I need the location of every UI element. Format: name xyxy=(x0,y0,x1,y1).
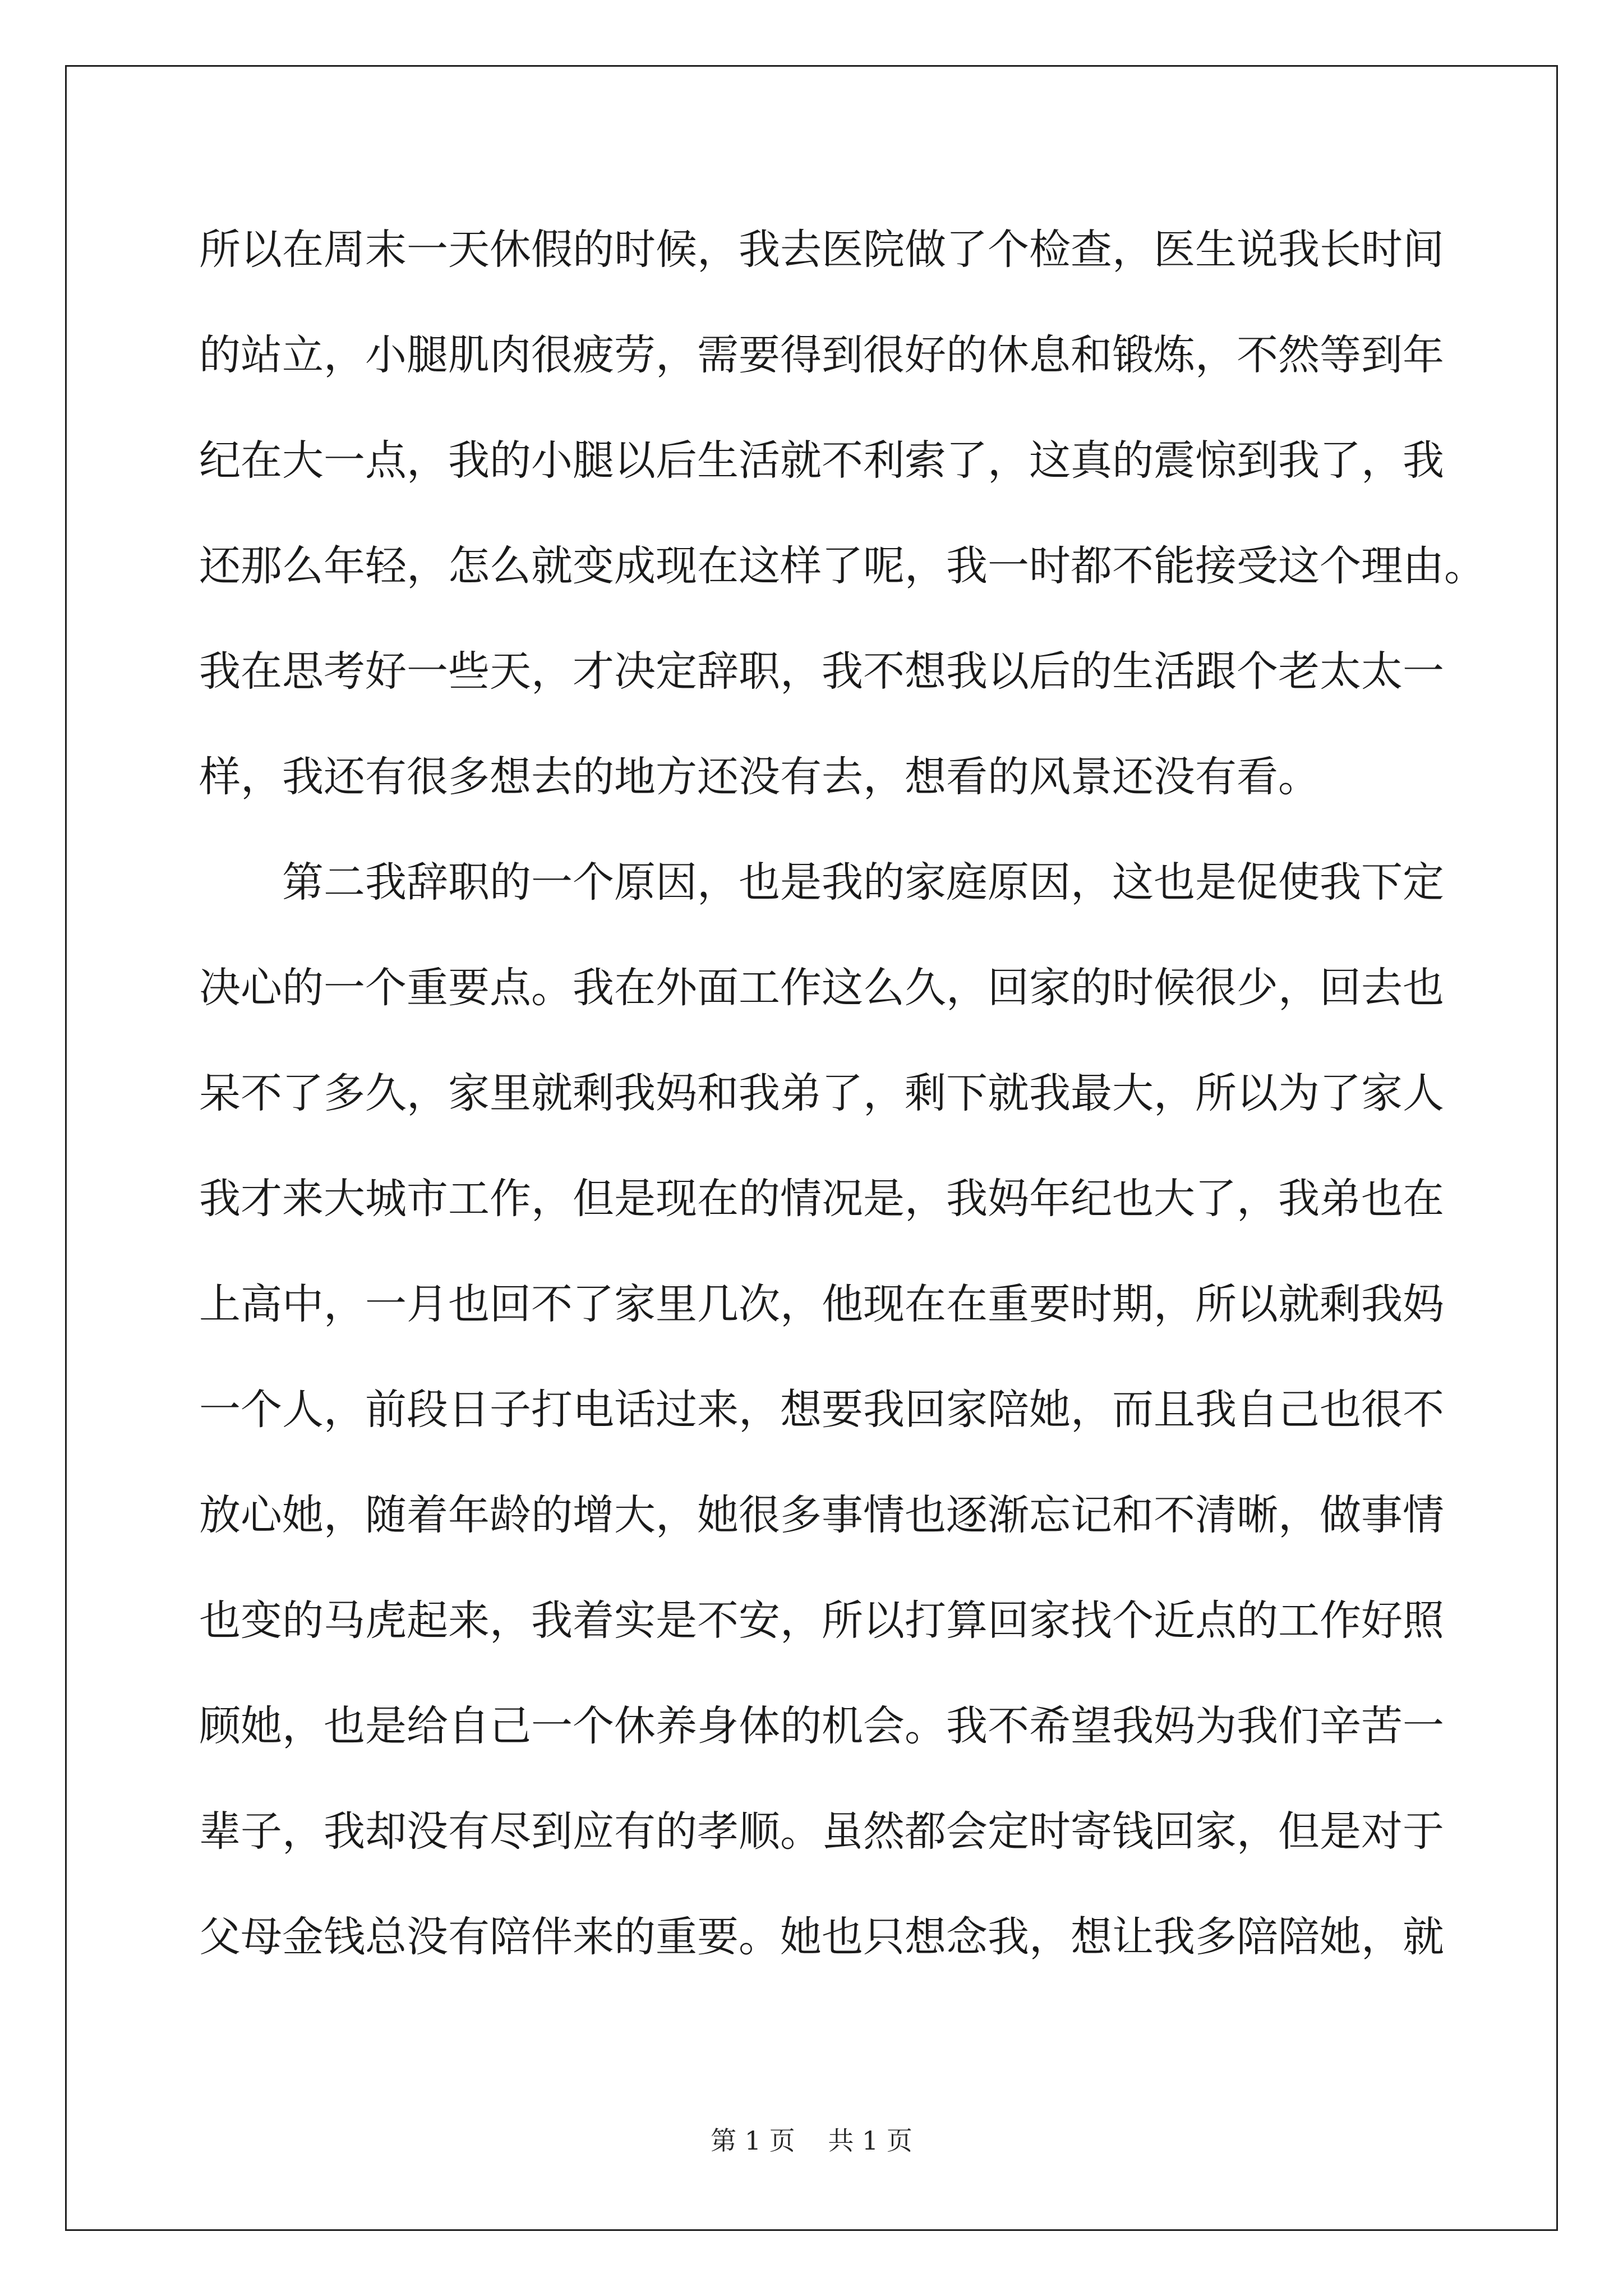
text-line: 的站立，小腿肌肉很疲劳，需要得到很好的休息和锻炼，不然等到年 xyxy=(199,331,1444,379)
text-line: 辈子，我却没有尽到应有的孝顺。虽然都会定时寄钱回家，但是对于 xyxy=(199,1807,1444,1856)
text-line: 放心她，随着年龄的增大，她很多事情也逐渐忘记和不清晰，做事情 xyxy=(199,1491,1444,1539)
text-line: 所以在周末一天休假的时候，我去医院做了个检查，医生说我长时间 xyxy=(199,226,1444,274)
text-line: 上高中，一月也回不了家里几次，他现在在重要时期，所以就剩我妈 xyxy=(199,1280,1444,1328)
document-body xyxy=(199,222,1486,2014)
text-line: 顾她，也是给自己一个休养身体的机会。我不希望我妈为我们辛苦一 xyxy=(199,1702,1444,1750)
text-line: 呆不了多久，家里就剩我妈和我弟了，剩下就我最大，所以为了家人 xyxy=(199,1069,1444,1117)
page-total: 共 1 页 xyxy=(828,2125,912,2156)
text-line: 一个人，前段日子打电话过来，想要我回家陪她，而且我自己也很不 xyxy=(199,1386,1444,1434)
text-line: 我在思考好一些天，才决定辞职，我不想我以后的生活跟个老太太一 xyxy=(199,647,1444,696)
text-line: 还那么年轻，怎么就变成现在这样了呢，我一时都不能接受这个理由。 xyxy=(199,542,1486,590)
text-line: 父母金钱总没有陪伴来的重要。她也只想念我，想让我多陪陪她，就 xyxy=(199,1913,1444,1961)
text-line: 决心的一个重要点。我在外面工作这么久，回家的时候很少，回去也 xyxy=(199,964,1444,1012)
text-line: 样，我还有很多想去的地方还没有去，想看的风景还没有看。 xyxy=(199,753,1320,801)
text-line: 也变的马虎起来，我着实是不安，所以打算回家找个近点的工作好照 xyxy=(199,1596,1444,1645)
text-line: 我才来大城市工作，但是现在的情况是，我妈年纪也大了，我弟也在 xyxy=(199,1175,1444,1223)
text-line: 第二我辞职的一个原因，也是我的家庭原因，这也是促使我下定 xyxy=(282,858,1444,907)
page-number: 第 1 页 xyxy=(711,2125,795,2156)
page-footer xyxy=(0,2120,1623,2157)
text-line: 纪在大一点，我的小腿以后生活就不利索了，这真的震惊到我了，我 xyxy=(199,436,1444,485)
